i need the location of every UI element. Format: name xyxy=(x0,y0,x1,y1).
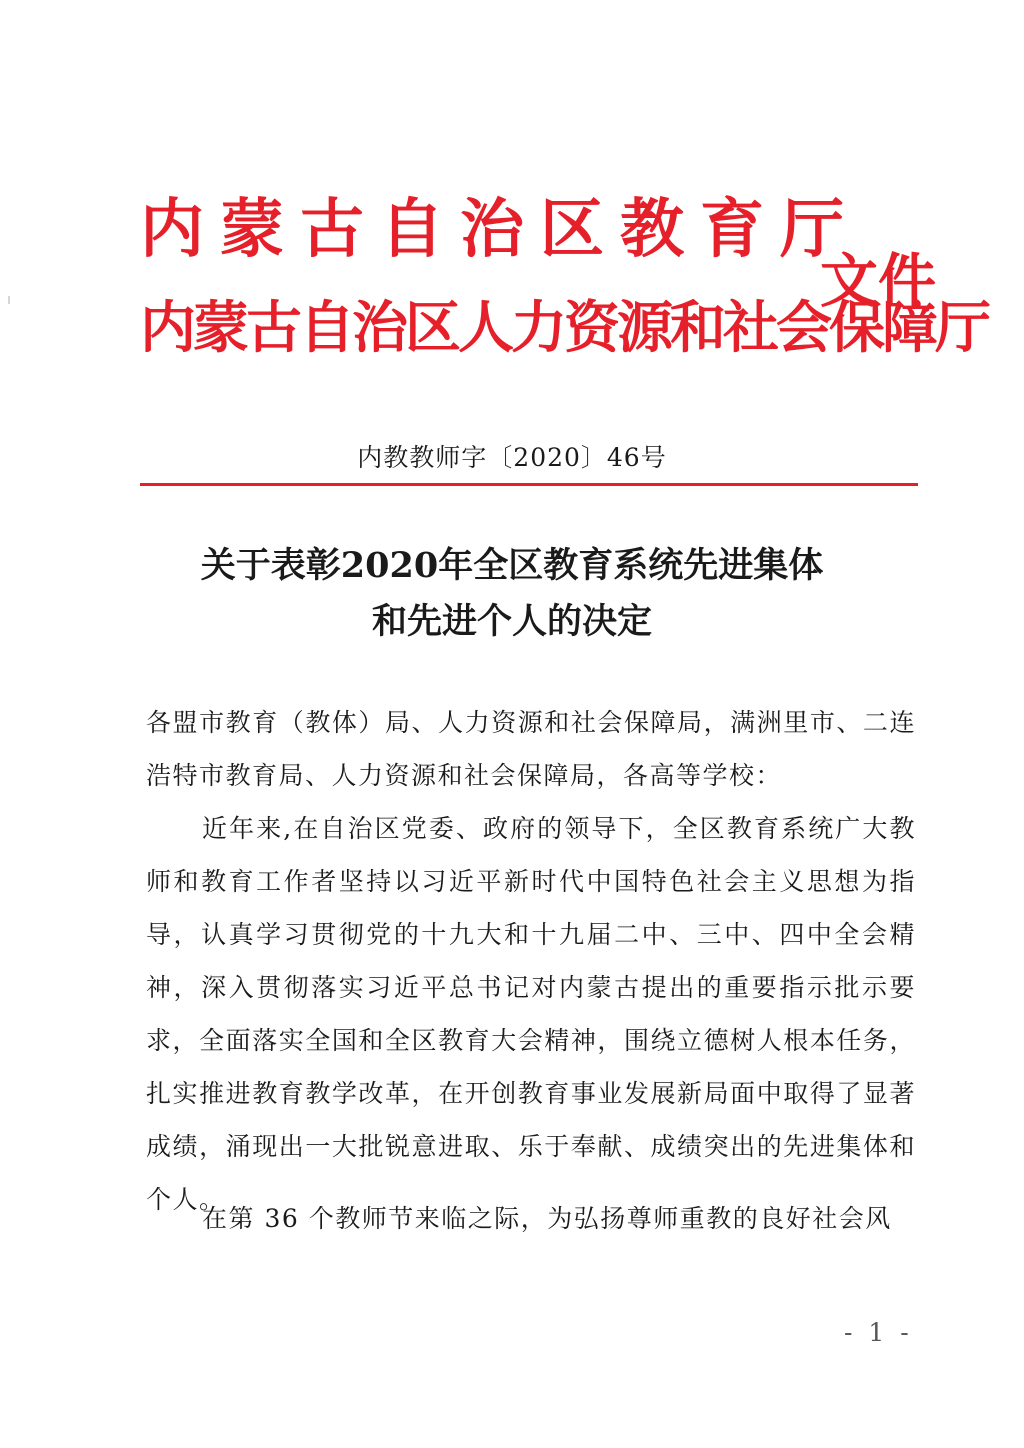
red-divider-line xyxy=(140,483,918,486)
document-header xyxy=(140,190,988,370)
body-paragraph-2: 在第 36 个教师节来临之际，为弘扬尊师重教的良好社会风 xyxy=(202,1204,892,1233)
document-title-line-1: 关于表彰2020年全区教育系统先进集体 xyxy=(200,545,824,586)
document-label: 文件 xyxy=(820,247,937,315)
body-paragraph-1: 近年来,在自治区党委、政府的领导下，全区教育系统广大教师和教育工作者坚持以习近平新时代中国特色社会主义思想为指导，认真学习贯彻党的十九大和十九届二中、三中、四中全会精神，深入贯彻落实习近平总书记对内蒙古提出的重要指示批示要求，全面落实全国和全区教育大会精神，围绕立德树人根本任务，扎实推进教育教学改革，在开创教育事业发展新局面中取得了显著成绩，涌现出一大批锐意进取、乐于奉献、成绩突出的先进集体和个人。 xyxy=(146,814,916,1214)
addressee: 各盟市教育（教体）局、人力资源和社会保障局，满洲里市、二连浩特市教育局、人力资源和社会保障局，各高等学校： xyxy=(146,708,916,790)
issuing-org-human-resources: 内蒙古自治区人力资源和社会保障厅 xyxy=(140,295,988,361)
document-number: 内教教师字〔2020〕46号 xyxy=(357,443,667,472)
document-title-line-2: 和先进个人的决定 xyxy=(371,601,652,642)
page-number: - 1 - xyxy=(844,1318,913,1347)
issuing-org-education: 内蒙古自治区教育厅 xyxy=(140,192,860,267)
scan-mark xyxy=(8,296,10,304)
